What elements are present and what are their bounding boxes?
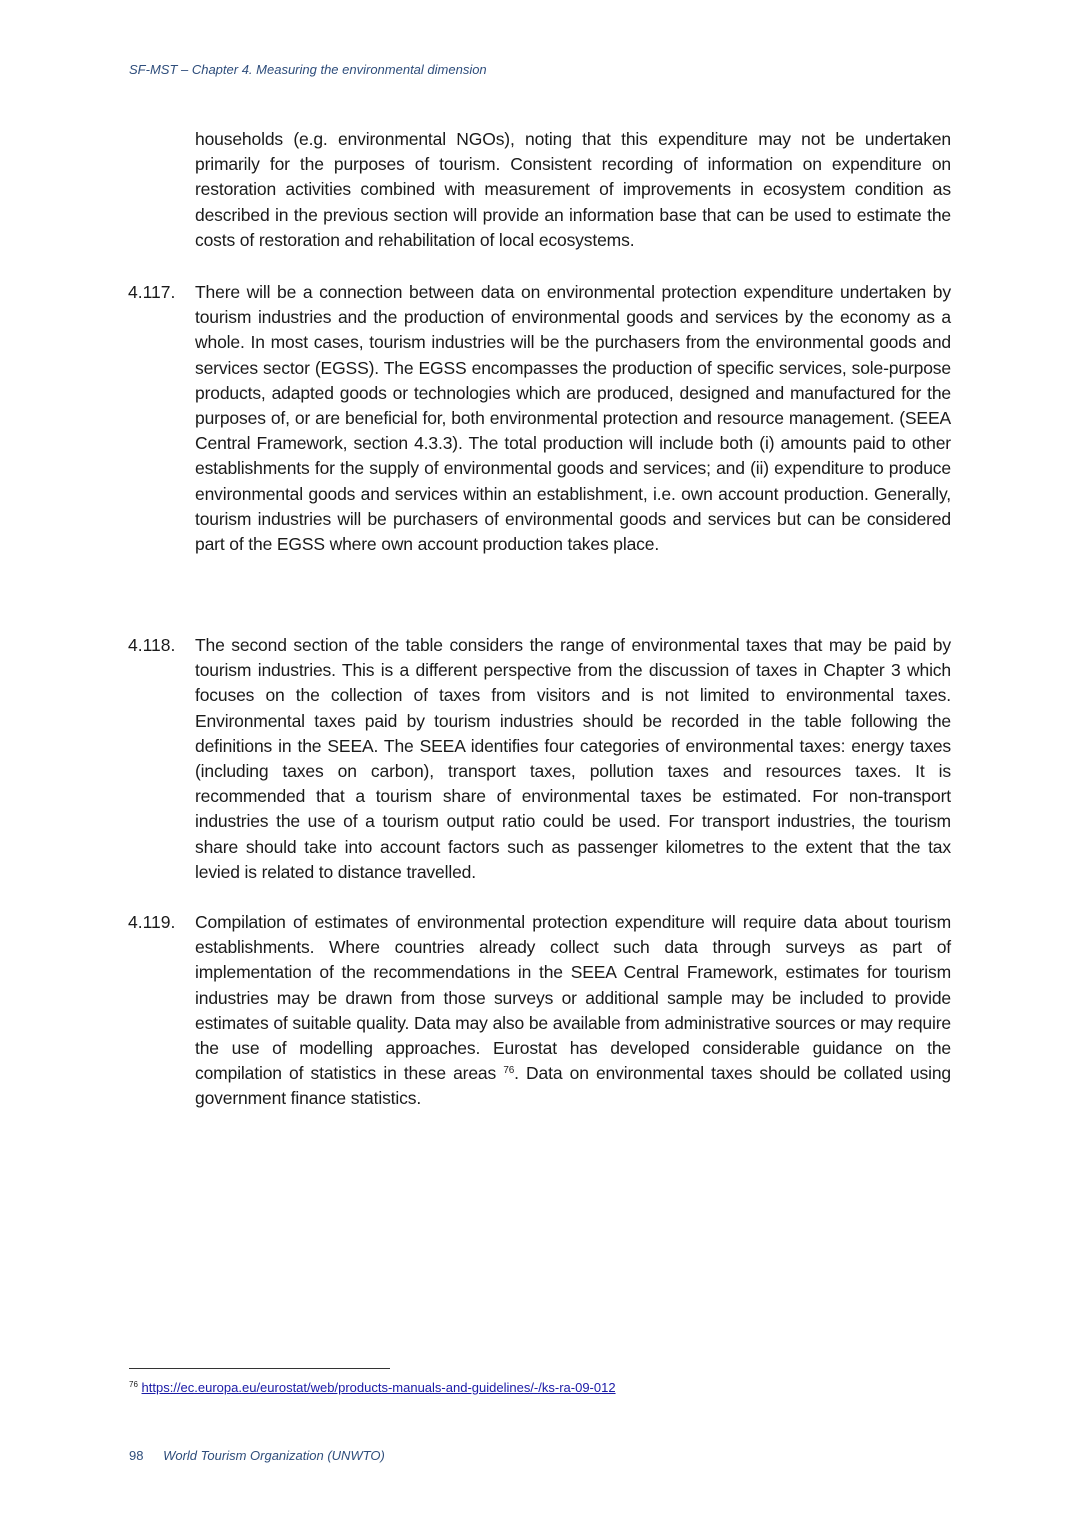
paragraph-text	[195, 910, 951, 1112]
paragraph-text: The second section of the table considers the range of environmental taxes that may be paid by tourism industries. This is a different perspective from the discussion of taxes in Chapter 3 which focuses on the collection of taxes from visitors and is not limited to environmental taxes. Environmental taxes paid by tourism industries should be recorded in the table following the definitions in the SEEA. The SEEA identifies four categories of environmental taxes: energy taxes (including taxes on carbon), transport taxes, pollution taxes and resources taxes. It is recommended that a tourism share of environmental taxes be estimated. For non-transport industries the use of a tourism output ratio could be used. For transport industries, the tourism share should take into account factors such as passenger kilometres to the extent that the tax levied is related to distance travelled.	[195, 635, 951, 882]
paragraph-number: 4.117.	[128, 282, 176, 302]
paragraph-number: 4.118.	[128, 635, 176, 655]
continuation-paragraph	[195, 127, 951, 253]
organization-name: World Tourism Organization (UNWTO)	[163, 1448, 385, 1463]
footnote-divider	[129, 1368, 390, 1369]
page-number: 98	[129, 1448, 144, 1463]
paragraph-number: 4.119.	[128, 912, 176, 932]
footnote-marker: 76	[129, 1380, 138, 1389]
paragraph-text-part: Compilation of estimates of environmental protection expenditure will require data about tourism establishments. Where countries already collect such data through surveys as part of implementation of the recommendations in the SEEA Central Framework, estimates for tourism industries may be drawn from those surveys or additional sample may be included to provide estimates of suitable quality. Data may also be available from administrative sources or may require the use of modelling approaches. Eurostat has developed considerable guidance on the compilation of statistics in these areas	[195, 912, 951, 1084]
footnote-link[interactable]: https://ec.europa.eu/eurostat/web/products-manuals-and-guidelines/-/ks-ra-09-012	[141, 1380, 616, 1395]
paragraph-4-118	[128, 633, 951, 885]
footnote-76	[129, 1380, 616, 1395]
footnote-reference[interactable]: 76	[503, 1065, 515, 1077]
paragraph-4-119	[128, 910, 951, 1112]
running-footer	[129, 1448, 385, 1463]
paragraph-text: households (e.g. environmental NGOs), noting that this expenditure may not be undertaken primarily for the purposes of tourism. Consistent recording of information on expenditure on restoration activities combined with measurement of improvements in ecosystem condition as described in the previous section will provide an information base that can be used to estimate the costs of restoration and rehabilitation of local ecosystems.	[195, 129, 951, 250]
paragraph-text: There will be a connection between data on environmental protection expenditure undertaken by tourism industries and the production of environmental goods and services by the economy as a whole. In most cases, tourism industries will be the purchasers from the environmental goods and services sector (EGSS). The EGSS encompasses the production of specific services, sole-purpose products, adapted goods or technologies which are produced, designed and manufactured for the purposes of, or are beneficial for, both environmental protection and resource management. (SEEA Central Framework, section 4.3.3). The total production will include both (i) amounts paid to other establishments for the supply of environmental goods and services; and (ii) expenditure to produce environmental goods and services within an establishment, i.e. own account production. Generally, tourism industries will be purchasers of environmental goods and services but can be considered part of the EGSS where own account production takes place.	[195, 282, 951, 555]
paragraph-text-part: . Data on environmental taxes should be collated using government finance statistics.	[195, 1063, 952, 1109]
running-header: SF-MST – Chapter 4. Measuring the environmental dimension	[129, 62, 487, 77]
paragraph-4-117	[128, 280, 951, 557]
